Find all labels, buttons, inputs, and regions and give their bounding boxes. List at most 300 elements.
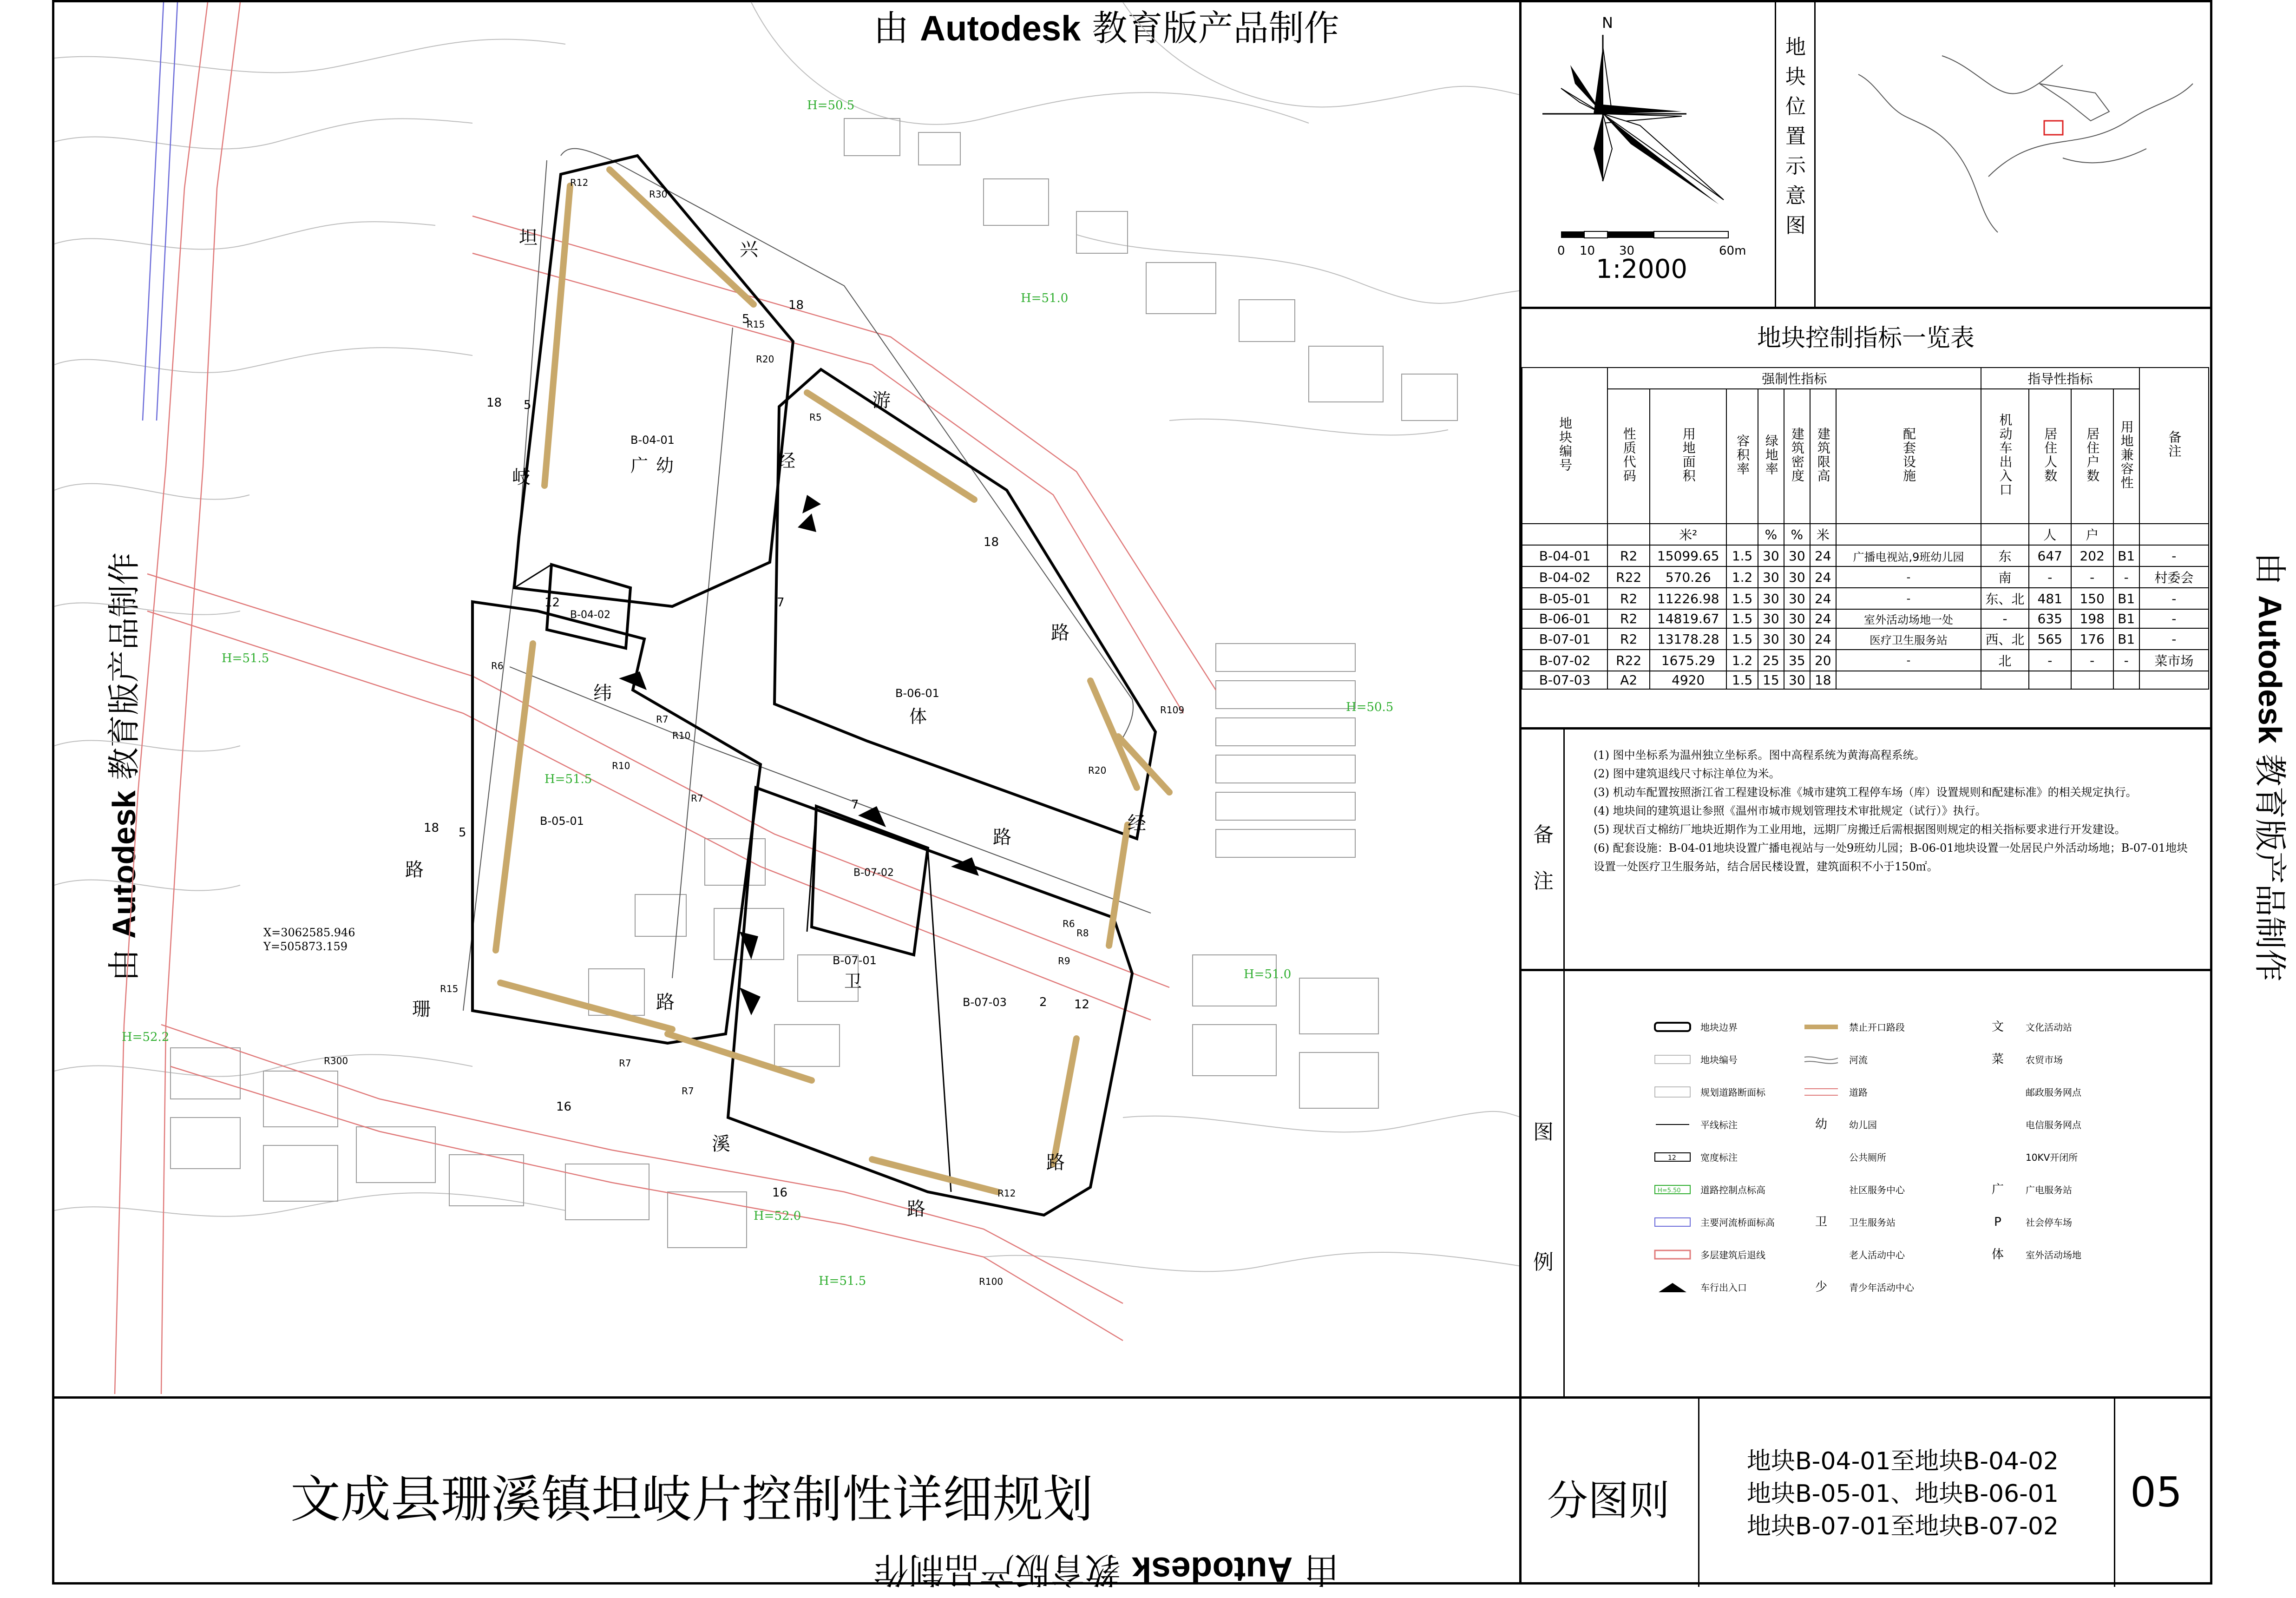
radius-label: R12 [570,177,589,188]
legend-item [1654,1052,1738,1066]
table-cell: 25 [1758,650,1784,671]
table-cell: 30 [1758,566,1784,588]
note-item: (4) 地块间的建筑退让参照《温州市城市规划管理技术审批规定（试行）》执行。 [1594,804,1987,817]
table-cell [2113,671,2139,689]
table-cell: 东 [1981,545,2029,566]
legend-symbol-icon [1803,1184,1840,1196]
legend-item [1979,1085,2081,1098]
note-item: (5) 现状百丈棉纺厂地块近期作为工业用地，远期厂房搬迁后需根据图则规定的相关指标要求进行开发建设。 [1594,823,2126,836]
legend-item [1803,1248,1905,1261]
note-item: (1) 图中坐标系为温州独立坐标系。图中高程系统为黄海高程系统。 [1594,749,1925,762]
legend-item [1654,1248,1765,1261]
road-label: 珊 [412,999,431,1020]
location-map-title: 地块位置示意图 [1785,35,1806,237]
legend-symbol-icon: 少 [1815,1280,1827,1294]
legend-symbol-icon [1803,1249,1840,1261]
dimension-label: 2 [1039,995,1047,1009]
table-cell: - [2113,650,2139,671]
legend-item [1979,1248,2081,1261]
parcel-range: 地块B-04-01至地块B-04-02 [1747,1447,2059,1475]
table-cell: 30 [1784,609,1810,628]
table-cell: B-04-02 [1522,566,1607,588]
table-cell: 24 [1810,566,1836,588]
legend-label: 主要河流桥面标高 [1700,1217,1775,1228]
table-cell: 30 [1784,588,1810,609]
table-cell: B1 [2113,545,2139,566]
legend-label: 公共厕所 [1849,1152,1886,1163]
table-cell: 1.5 [1726,588,1758,609]
legend-item [1803,1150,1886,1164]
table-cell: 东、北 [1981,588,2029,609]
legend-item [1654,1020,1738,1033]
table-cell: 15099.65 [1650,545,1726,566]
table-cell [2071,671,2113,689]
road-label: 经 [777,450,795,472]
legend-symbol-icon [1803,1151,1840,1163]
coordinate-group [263,926,355,953]
river-lines [143,2,177,421]
legend-symbol-icon [1979,1151,2016,1163]
road-label: 路 [1046,1152,1065,1173]
table-cell: - [2139,628,2209,650]
site-plan-map[interactable] [54,2,1522,1394]
table-cell: 14819.67 [1650,609,1726,628]
road-label: 路 [1051,622,1069,644]
legend-symbol-icon [1654,1053,1691,1065]
dimension-label: 18 [788,298,804,312]
legend-label: 宽度标注 [1700,1152,1738,1163]
vehicle-entrances [619,495,979,1015]
elevation-label: H=50.5 [1346,700,1394,714]
legend-label: 规划道路断面标 [1700,1087,1765,1098]
radius-label: R109 [1160,704,1185,716]
table-cell: B1 [2113,628,2139,650]
table-cell: 570.26 [1650,566,1726,588]
legend-symbol-icon: 广 [1991,1182,2004,1197]
table-cell: 150 [2071,588,2113,609]
legend-item [1979,1052,2063,1066]
dimension-label: 5 [742,312,750,326]
radius-label: R20 [1088,765,1107,776]
radius-label: R12 [997,1188,1016,1199]
table-cell: - [1981,609,2029,628]
dimension-label: 12 [544,596,560,610]
radius-label: R7 [619,1058,631,1069]
legend-item [1803,1215,1896,1229]
legend-item [1979,1150,2078,1164]
table-row [1522,628,2209,650]
table-cell: 24 [1810,609,1836,628]
units-row: 米² % % 米 人 户 [1522,524,2209,545]
dimension-label: 18 [424,821,440,835]
watermark-top: 由 Autodesk 教育版产品制作 [873,7,1339,49]
table-cell: - [1836,566,1981,588]
divider-above-title [52,1396,2212,1399]
table-cell: 24 [1810,588,1836,609]
legend-item [1654,1280,1747,1294]
legend-item [1979,1020,2072,1033]
parcel-facility: 卫 [844,971,862,992]
table-row [1522,650,2209,671]
dimension-label: 7 [851,798,859,812]
legend-symbol-icon: 卫 [1815,1215,1827,1229]
watermark-left: 由 Autodesk 教育版产品制作 [105,552,144,982]
table-cell: R2 [1607,628,1650,650]
radius-label: R300 [324,1055,348,1066]
table-cell: - [1836,650,1981,671]
table-cell: R2 [1607,545,1650,566]
scale-tick: 0 [1557,244,1565,258]
legend-label: 道路 [1849,1087,1868,1098]
table-cell: B-07-03 [1522,671,1607,689]
radius-label: R6 [1063,918,1075,929]
parcel-code: B-04-01 [630,434,675,447]
table-cell: 村委会 [2139,566,2209,588]
table-cell: B1 [2113,588,2139,609]
table-cell: B-04-01 [1522,545,1607,566]
header-cell: 绿地率 [1758,389,1784,524]
table-cell: R22 [1607,566,1650,588]
divider-title-sub [1698,1396,1699,1587]
table-cell: 1.2 [1726,566,1758,588]
table-cell: B-06-01 [1522,609,1607,628]
table-cell: 635 [2029,609,2071,628]
divider-location-label [1814,0,1816,307]
sheet-number: 05 [2130,1468,2182,1516]
table-cell: B-07-01 [1522,628,1607,650]
table-cell: 南 [1981,566,2029,588]
table-cell [1981,671,2029,689]
radius-label: R7 [656,714,669,725]
notes-label-1: 备 [1533,823,1554,847]
dimension-label: 5 [524,398,531,412]
radius-label: R8 [1076,927,1089,939]
table-row [1522,545,2209,566]
parcel-code: B-07-03 [963,996,1007,1009]
road-label: 路 [907,1198,925,1220]
parcel-code: B-05-01 [540,815,584,828]
legend-symbol-icon [1654,1021,1691,1033]
plan-subtitle: 分图则 [1547,1477,1670,1525]
legend-symbol-icon [1979,1118,2016,1131]
plan-title: 文成县珊溪镇坦岐片控制性详细规划 [290,1471,1094,1529]
north-label: N [1602,14,1613,32]
divider-notes-label [1563,727,1565,1396]
legend-label: 地块编号 [1700,1054,1738,1065]
table-cell: - [2071,566,2113,588]
table-cell: 西、北 [1981,628,2029,650]
parcel-code: B-07-02 [853,867,894,879]
table-cell [2139,671,2209,689]
scale-tick: 60m [1719,244,1746,258]
legend-label: 平线标注 [1700,1119,1738,1131]
legend-label-1: 图 [1533,1120,1554,1144]
coordinate-label: X=3062585.946 [263,926,355,939]
control-table-title: 地块控制指标一览表 [1757,324,1975,352]
radius-label: R7 [682,1085,694,1097]
legend-symbol-icon [1654,1249,1691,1261]
table-cell: 35 [1784,650,1810,671]
legend-item [1654,1150,1738,1164]
radius-label: R9 [1058,955,1070,967]
elevation-label: H=50.5 [807,99,855,112]
table-cell: 30 [1784,628,1810,650]
table-cell: - [2113,566,2139,588]
table-cell: 1.5 [1726,671,1758,689]
table-cell: 15 [1758,671,1784,689]
legend-symbol-icon [1654,1216,1691,1228]
table-cell: 30 [1758,628,1784,650]
dimension-label: 18 [486,396,502,410]
legend-symbol-icon: 菜 [1991,1052,2004,1066]
legend-item [1654,1183,1765,1196]
table-cell: 18 [1810,671,1836,689]
legend-label: 电信服务网点 [2026,1119,2081,1131]
divider-compass-location [1775,0,1776,307]
divider-title-sheet [2114,1396,2115,1587]
table-cell: 30 [1784,566,1810,588]
road-label: 路 [993,827,1011,848]
table-cell: 565 [2029,628,2071,650]
legend-symbol-icon [1654,1118,1691,1131]
table-cell: - [2029,566,2071,588]
parcel-facility: 体 [909,706,927,727]
legend-label: 车行出入口 [1700,1282,1747,1293]
legend-label: 文化活动站 [2026,1022,2072,1033]
legend-symbol-icon [1979,1086,2016,1098]
legend-label: 10KV开闭所 [2026,1152,2078,1163]
legend-symbol-icon [1803,1021,1840,1033]
parcel-facility: 幼 [656,455,674,476]
scale-tick: 30 [1619,244,1635,258]
notes-label-2: 注 [1533,869,1554,893]
legend-symbol-icon: 幼 [1815,1117,1827,1131]
svg-text:12: 12 [1668,1154,1676,1162]
road-label: 岐 [512,467,531,488]
table-cell: R2 [1607,609,1650,628]
legend-label: 社会停车场 [2026,1217,2072,1228]
legend-label: 青少年活动中心 [1849,1282,1914,1293]
parcel-code: B-07-01 [833,954,877,967]
table-row [1522,671,2209,689]
road-label: 路 [405,859,424,881]
parcel-code: B-04-02 [570,609,610,621]
legend-item [1979,1215,2072,1229]
table-cell: 1.5 [1726,545,1758,566]
table-cell: - [2139,588,2209,609]
table-cell [2029,671,2071,689]
table-cell: 4920 [1650,671,1726,689]
legend-label-2: 例 [1533,1250,1554,1274]
watermark-bottom: 由 Autodesk 教育版产品制作 [873,1549,1339,1591]
table-cell: 202 [2071,545,2113,566]
legend-item [1803,1280,1914,1294]
legend-symbol-icon [1803,1053,1840,1065]
legend-label: 多层建筑后退线 [1700,1249,1765,1261]
dimension-label: 18 [984,535,999,549]
group-header: 强制性指标 [1607,368,1981,389]
planned-roads [115,2,1216,1394]
scale-tick: 10 [1580,244,1595,258]
parcel-code: B-06-01 [895,687,939,700]
note-item: (3) 机动车配置按照浙江省工程建设标准《城市建筑工程停车场（库）设置规则和配建标准》的相关规定执行。 [1594,786,2137,799]
table-cell: 室外活动场地一处 [1836,609,1981,628]
note-item: (2) 图中建筑退线尺寸标注单位为米。 [1594,767,1780,780]
divider-under-table [1519,727,2212,730]
north-arrow-icon [1542,35,1724,204]
table-cell: 24 [1810,545,1836,566]
radius-label: R30 [649,189,668,200]
table-cell: - [2139,545,2209,566]
elevation-group [122,99,1393,1288]
legend-label: 社区服务中心 [1849,1184,1905,1196]
legend-label: 农贸市场 [2026,1054,2063,1065]
radius-label: R15 [440,983,459,994]
legend-label: 老人活动中心 [1849,1249,1905,1261]
table-cell: - [2139,609,2209,628]
legend-label: 禁止开口路段 [1849,1022,1905,1033]
coordinate-label: Y=505873.159 [263,940,348,953]
legend-symbol-icon [1654,1184,1691,1196]
table-cell: B-07-02 [1522,650,1607,671]
radius-label: R10 [612,760,630,771]
legend-symbol-icon [1654,1281,1691,1293]
elevation-label: H=51.0 [1021,291,1069,305]
radius-label: R100 [979,1276,1004,1287]
table-row [1522,566,2209,588]
header-cell: 居住户数 [2071,389,2113,524]
header-cell: 容积率 [1726,389,1758,524]
legend-label: 卫生服务站 [1849,1217,1896,1228]
legend-symbol-icon: 文 [1991,1019,2004,1034]
table-cell: 30 [1784,671,1810,689]
legend-label: 室外活动场地 [2026,1249,2081,1261]
legend-item [1803,1052,1868,1066]
table-cell: 广播电视站,9班幼儿园 [1836,545,1981,566]
table-cell [1836,671,1981,689]
radius-group [324,177,1184,1287]
table-cell: 481 [2029,588,2071,609]
table-cell: 1.5 [1726,628,1758,650]
legend-symbol-icon [1654,1151,1691,1163]
legend-label: 广电服务站 [2026,1184,2072,1196]
road-label: 坦 [519,227,538,249]
header-cell: 机动车出入口 [1981,389,2029,524]
svg-text:H=5.50: H=5.50 [1658,1187,1681,1194]
road-label: 路 [656,992,675,1013]
table-cell: 北 [1981,650,2029,671]
elevation-label: H=52.0 [754,1209,801,1223]
legend-item [1803,1118,1877,1131]
parcel-range: 地块B-05-01、地块B-06-01 [1747,1480,2059,1508]
table-cell: 30 [1784,545,1810,566]
legend-label: 邮政服务网点 [2026,1087,2081,1098]
legend-label: 幼儿园 [1849,1119,1877,1131]
legend-item [1654,1118,1738,1131]
table-row [1522,609,2209,628]
radius-label: R5 [809,412,822,423]
table-cell: 30 [1758,588,1784,609]
road-label: 兴 [740,239,758,260]
header-cell: 地块编号 [1522,368,1607,524]
location-map [1849,37,2202,242]
legend-item [1803,1183,1905,1196]
legend-symbol-icon: 体 [1991,1247,2004,1262]
table-cell: - [1836,588,1981,609]
no-opening-sections [496,170,1169,1192]
table-cell: 13178.28 [1650,628,1726,650]
table-cell: B-05-01 [1522,588,1607,609]
table-cell: R2 [1607,588,1650,609]
dimension-label: 16 [556,1100,572,1114]
dimension-label: 7 [777,596,785,610]
header-cell: 配套设施 [1836,389,1981,524]
legend-symbol-icon: P [1994,1215,2001,1229]
table-cell: - [2029,650,2071,671]
road-label: 经 [1128,813,1146,834]
header-cell: 建筑限高 [1810,389,1836,524]
compass-scale [1533,9,1765,284]
table-cell: 24 [1810,628,1836,650]
legend-label: 河流 [1849,1054,1868,1065]
legend-symbol-icon [1803,1086,1840,1098]
table-row [1522,588,2209,609]
table-cell: B1 [2113,609,2139,628]
legend-symbol-icon [1654,1086,1691,1098]
note-item: (6) 配套设施：B-04-01地块设置广播电视站与一处9班幼儿园；B-06-01地块设置一处居民户外活动场地；B-07-01地块设置一处医疗卫生服务站，结合居民楼设置，建筑面积不小于150㎡。 [1594,842,2188,873]
dimension-label: 16 [772,1186,788,1200]
parcel-facility: 广 [630,455,649,476]
road-label: 游 [872,390,891,411]
divider-under-notes [1519,969,2212,971]
parcel-range: 地块B-07-01至地块B-07-02 [1747,1513,2059,1540]
table-cell: 647 [2029,545,2071,566]
table-cell: 176 [2071,628,2113,650]
elevation-label: H=51.0 [1244,967,1292,981]
table-cell: 1.5 [1726,609,1758,628]
elevation-label: H=51.5 [544,772,592,786]
road-label: 纬 [593,683,612,704]
elevation-label: H=52.2 [122,1030,170,1044]
radius-label: R7 [691,793,703,804]
header-cell: 性质代码 [1607,389,1650,524]
dimension-label: 5 [459,826,466,840]
legend-item [1654,1085,1765,1098]
panel-divider-main [1519,0,1522,1585]
legend-label: 地块边界 [1700,1022,1738,1033]
scale-bar [1557,231,1746,284]
legend-item [1654,1215,1775,1229]
divider-under-compass [1519,307,2212,309]
legend-label: 道路控制点标高 [1700,1184,1765,1196]
table-cell: 1675.29 [1650,650,1726,671]
header-cell: 居住人数 [2029,389,2071,524]
table-cell: 医疗卫生服务站 [1836,628,1981,650]
table-cell: 11226.98 [1650,588,1726,609]
header-cell: 用地兼容性 [2113,389,2139,524]
header-cell: 备注 [2139,368,2209,524]
legend-item [1803,1085,1868,1098]
radius-label: R6 [491,660,504,671]
table-cell: 30 [1758,609,1784,628]
notes-list [1594,746,2188,876]
table-cell: - [2071,650,2113,671]
radius-label: R15 [747,319,765,330]
table-cell: 198 [2071,609,2113,628]
parcel-range-list [1747,1445,2059,1543]
watermark-right: 由 Autodesk 教育版产品制作 [2251,552,2289,982]
group-header: 指导性指标 [1981,368,2139,389]
